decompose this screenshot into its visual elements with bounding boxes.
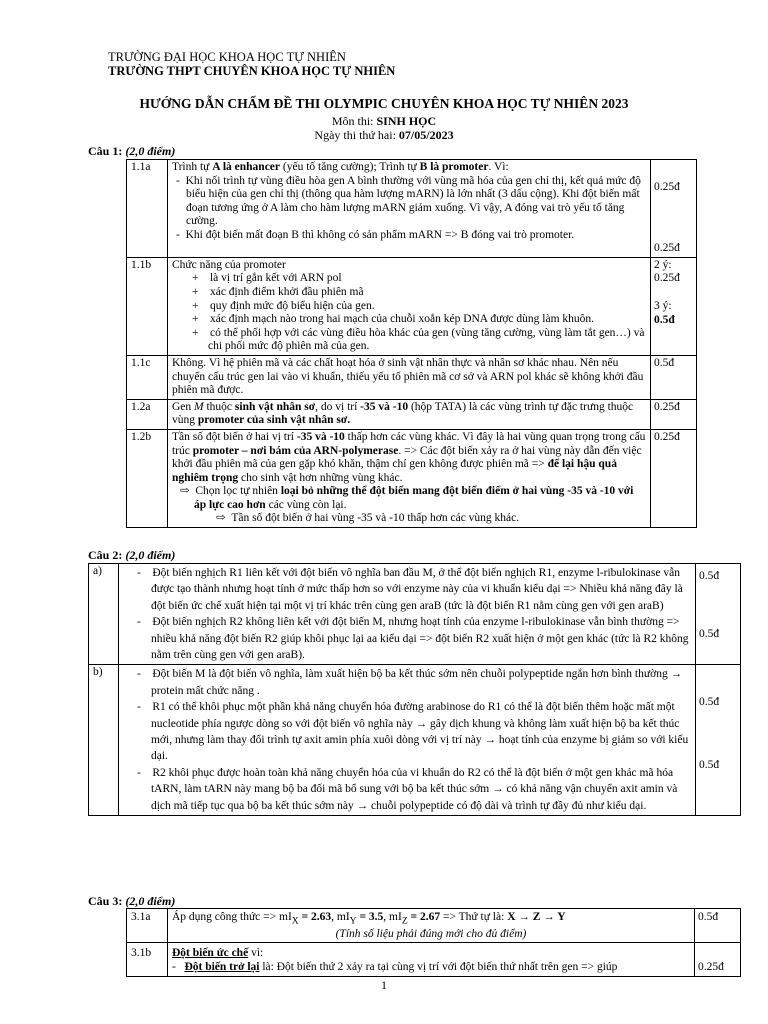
question-2-heading: Câu 2: (2,0 điểm): [88, 548, 176, 562]
answer-cell: Trình tự A là enhancer (yếu tố tăng cường); Trình tự B là promoter. Vì: - Khi nối trình tự vùng điều hòa gen A bình thường với vùng mã hóa của gen chỉ thị, kết quả mức độ biểu hiện của gen chỉ thị (thông qua hàm lượng mARN) là lớn nhất (3 dấu cộng). Khi đột biến mất đoạn tương ứng ở A làm cho hàm lượng mARN giảm xuống. Vì vậy, A đóng vai trò yếu tố tăng cường. - Khi đột biến mất đoạn B thì không có sản phẩm mARN => B đóng vai trò promoter.: [167, 160, 650, 258]
question-3-heading: Câu 3: (2,0 điểm): [88, 894, 176, 908]
answer-cell: Áp dụng công thức => $mI_X = 2.63$, $mI_Y = 3.5$, $mI_Z = 2.67$ => Thứ tự là: X → Z → Y (Tính số liệu phải đúng mới cho đủ điểm): [167, 909, 694, 943]
date-line: Ngày thi thứ hai: 07/05/2023: [314, 128, 454, 142]
answer-cell: Gen M thuộc sinh vật nhân sơ, do vị trí -35 và -10 (hộp TATA) là các vùng trình tự đặc trưng thuộc vùng promoter của sinh vật nhân sơ.: [167, 399, 650, 429]
school-header: [108, 50, 395, 78]
table-row: [127, 909, 741, 943]
row-id: a): [89, 564, 119, 665]
table-row: [127, 257, 697, 355]
score-cell: 0.5đ: [695, 909, 741, 943]
question-3-table: [126, 908, 741, 977]
score-cell: 0.5đ 0.5đ: [696, 665, 741, 816]
score-cell: 0.25đ: [651, 399, 697, 429]
table-row: [127, 160, 697, 258]
university-name: TRƯỜNG ĐẠI HỌC KHOA HỌC TỰ NHIÊN: [108, 50, 346, 64]
row-id: 1.1b: [127, 257, 168, 355]
score-cell: 2 ý: 0.25đ 3 ý: 0.5đ: [651, 257, 697, 355]
score-cell: 0.25đ 0.25đ: [651, 160, 697, 258]
row-id: 1.1c: [127, 355, 168, 399]
question-2-table: [88, 563, 741, 816]
page-title: HƯỚNG DẪN CHẤM ĐỀ THI OLYMPIC CHUYÊN KHOA HỌC TỰ NHIÊN 2023: [139, 96, 629, 111]
score-cell: 0.5đ: [651, 355, 697, 399]
question-1-heading: Câu 1: (2,0 điểm): [88, 144, 176, 158]
page-number: 1: [381, 978, 387, 992]
answer-cell: Chức năng của promoter + là vị trí gắn kết với ARN pol + xác định điểm khởi đầu phiên mã + quy định mức độ biểu hiện của gen. + xác định mạch nào trong hai mạch của chuỗi xoắn kép DNA được dùng làm khuôn. + có thể phối hợp với các vùng điều hòa khác của gen (vùng tăng cường, vùng làm tắt gen…) và chi phối mức độ phiên mã của gen.: [167, 257, 650, 355]
answer-cell: - Đột biến nghịch R1 liên kết với đột biến vô nghĩa ban đầu M, ở thể đột biến nghịch R1, enzyme l-ribulokinase vẫn được tạo thành nhưng hoạt tính ở mức thấp hơn so với enzyme này của vi khuẩn kiểu dại => Nhiều khả năng đây là đột biến ức chế xuất hiện tại một vị trí khác trên cùng gen araB (tức là đột biến R1 nằm cùng gen với gen araB) - Đột biến nghịch R2 không liên kết với đột biến M, nhưng hoạt tính của enzyme l-ribulokinase vẫn bình thường => nhiều khả năng đột biến R2 giúp khôi phục lại aa kiểu dại => đột biến R2 xuất hiện ở một gen khác (tức là R2 không nằm trên cùng gen với gen araB).: [118, 564, 695, 665]
answer-cell: Tần số đột biến ở hai vị trí -35 và -10 thấp hơn các vùng khác. Vì đây là hai vùng quan trọng trong cấu trúc promoter – nơi bám của ARN-polymerase. => Các đột biến xảy ra ở hai vùng này dẫn đến việc khởi đầu phiên mã của gen gặp khó khăn, thậm chí gen không được phiên mã => để lại hậu quả nghiêm trọng cho sinh vật hơn những vùng khác. ⇨ Chọn lọc tự nhiên loại bỏ những thể đột biến mang đột biến điểm ở hai vùng -35 và -10 với áp lực cao hơn các vùng còn lại. ⇨ Tần số đột biến ở hai vùng -35 và -10 thấp hơn các vùng khác.: [167, 429, 650, 527]
answer-cell: - Đột biến M là đột biến vô nghĩa, làm xuất hiện bộ ba kết thúc sớm nên chuỗi polypeptide ngắn hơn bình thường → protein mất chức năng . - R1 có thể khôi phục một phần khả năng chuyển hóa đường arabinose do R1 có thể là đột biến thêm hoặc mất một nucleotide phía ngược dòng so với đột biến vô nghĩa này → gây dịch khung và không làm xuất hiện bộ ba kết thúc mới, nhưng làm thay đổi trình tự axit amin phía xuôi dòng với vị trí này → hoạt tính của enzyme bị giảm so với kiểu dại. - R2 khôi phục được hoàn toàn khả năng chuyển hóa của vi khuẩn do R2 có thể là đột biến ở một gen khác mã hóa tARN, làm tARN này mang bộ ba đối mã bổ sung với bộ ba kết thúc sớm → có khả năng vận chuyển axit amin và dịch mã tiếp tục qua bộ ba kết thúc sớm này → chuỗi polypeptide có độ dài và trình tự đầy đủ như kiểu dại.: [118, 665, 695, 816]
school-name: TRƯỜNG THPT CHUYÊN KHOA HỌC TỰ NHIÊN: [108, 64, 396, 78]
row-id: 1.1a: [127, 160, 168, 258]
row-id: 3.1a: [127, 909, 168, 943]
subject-line: Môn thi: SINH HỌC: [331, 114, 437, 128]
answer-cell: Không. Vì hệ phiên mã và các chất hoạt hóa ở sinh vật nhân thực và nhân sơ khác nhau. Nên nếu chuyển cấu trúc gen lai vào vi khuẩn, thiếu yếu tố phiên mã cơ sở và ARN pol khác sẽ không khởi đầu phiên mã được.: [167, 355, 650, 399]
table-row: [127, 399, 697, 429]
table-row: [127, 943, 741, 976]
answer-cell: Đột biến ức chế vì: - Đột biến trở lại là: Đột biến thứ 2 xảy ra tại cùng vị trí với đột biến thứ nhất trên gen => giúp: [167, 943, 694, 976]
row-id: 1.2a: [127, 399, 168, 429]
question-1-table: [126, 159, 697, 528]
table-row: [127, 429, 697, 527]
score-cell: 0.5đ 0.5đ: [696, 564, 741, 665]
row-id: 1.2b: [127, 429, 168, 527]
score-cell: 0.25đ: [651, 429, 697, 527]
table-row: [89, 564, 741, 665]
row-id: 3.1b: [127, 943, 168, 976]
table-row: [89, 665, 741, 816]
table-row: [127, 355, 697, 399]
score-cell: 0.25đ: [695, 943, 741, 976]
row-id: b): [89, 665, 119, 816]
